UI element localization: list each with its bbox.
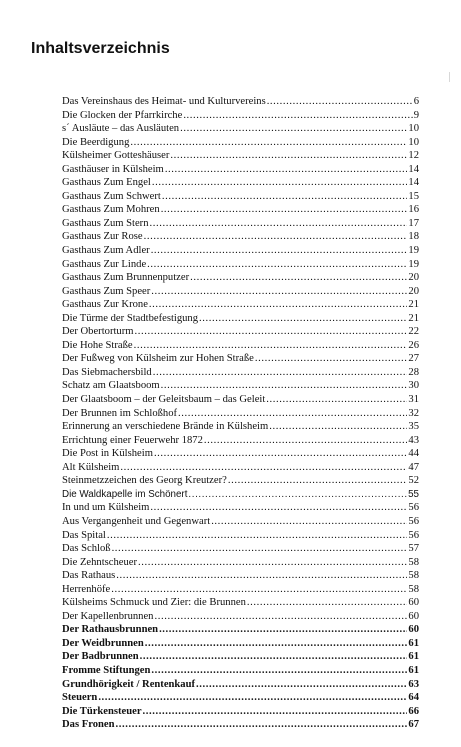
dot-leader: [153, 366, 408, 380]
dot-leader: [162, 190, 408, 204]
toc-entry-title: s´ Ausläute – das Ausläuten: [62, 123, 180, 135]
toc-entry-title: Die Post in Külsheim: [62, 448, 153, 460]
dot-leader: [151, 244, 408, 258]
toc-entry-title: Gasthaus Zum Stern: [62, 217, 149, 229]
dot-leader: [140, 650, 408, 664]
dot-leader: [151, 285, 407, 299]
toc-entry-title: Gasthaus Zur Krone: [62, 299, 148, 311]
toc-entry-title: Die Zehntscheuer: [62, 556, 138, 568]
dot-leader: [144, 230, 408, 244]
toc-entry-title: Das Rathaus: [62, 570, 116, 582]
toc-entry: [62, 136, 419, 150]
toc-entry-title: Steinmetzzeichen des Georg Kreutzer?: [62, 475, 227, 487]
toc-page-number: 26: [408, 339, 419, 351]
toc-page-number: 17: [408, 217, 419, 229]
toc-entry: [62, 339, 419, 353]
toc-page-number: 35: [408, 421, 419, 433]
toc-entry-title: Steuern: [62, 692, 98, 704]
toc-entry-title: Gasthaus Zum Adler: [62, 245, 150, 257]
dot-leader: [154, 447, 407, 461]
toc-page-number: 43: [408, 434, 419, 446]
toc-page-number: 63: [408, 678, 419, 690]
dot-leader: [204, 434, 408, 448]
toc-page-number: 44: [408, 448, 419, 460]
toc-page-number: 56: [408, 502, 419, 514]
toc-entry: [62, 258, 419, 272]
toc-entry: [62, 637, 419, 651]
toc-entry-title: Gasthaus Zum Engel: [62, 177, 151, 189]
toc-entry-title: Errichtung einer Feuerwehr 1872: [62, 434, 203, 446]
dot-leader: [266, 393, 407, 407]
toc-page-number: 61: [408, 637, 419, 649]
toc-page-number: 57: [408, 543, 419, 555]
toc-entry-title: Gasthaus Zum Mohren: [62, 204, 160, 216]
toc-page-number: 31: [408, 394, 419, 406]
toc-entry-title: Erinnerung an verschiedene Brände in Külsheim: [62, 421, 269, 433]
toc-entry-title: Der Brunnen im Schloßhof: [62, 407, 178, 419]
toc-entry-title: Die Waldkapelle im Schönert: [62, 488, 188, 500]
toc-entry: [62, 230, 419, 244]
toc-entry: [62, 298, 419, 312]
dot-leader: [165, 163, 408, 177]
toc-entry: [62, 122, 419, 136]
toc-entry: [62, 529, 419, 543]
toc-entry-title: In und um Külsheim: [62, 502, 150, 514]
toc-page-number: 6: [413, 96, 419, 107]
toc-page-number: 66: [408, 705, 419, 717]
toc-page-number: 19: [408, 245, 419, 257]
dot-leader: [130, 136, 407, 150]
toc-entry: [62, 664, 419, 678]
dot-leader: [98, 691, 407, 705]
dot-leader: [178, 407, 407, 421]
toc-page-number: 60: [408, 610, 419, 622]
toc-page-number: 61: [408, 664, 419, 676]
dot-leader: [116, 569, 407, 583]
dot-leader: [267, 95, 413, 109]
toc-entry-title: Das Schloß: [62, 543, 111, 555]
toc-page-number: 56: [408, 515, 419, 527]
toc-entry: [62, 95, 419, 109]
toc-entry-title: Fromme Stiftungen: [62, 664, 151, 676]
dot-leader: [188, 488, 407, 502]
dot-leader: [199, 312, 407, 326]
toc-entry-title: Der Weidbrunnen: [62, 637, 144, 649]
dot-leader: [112, 542, 408, 556]
toc-entry: [62, 556, 419, 570]
toc-entry-title: Gasthaus Zum Speer: [62, 285, 151, 297]
dot-leader: [111, 583, 407, 597]
toc-entry: [62, 366, 419, 380]
toc-entry: [62, 420, 419, 434]
toc-entry: [62, 163, 419, 177]
table-of-contents: [62, 95, 419, 732]
toc-entry-title: Gasthaus Zur Rose: [62, 231, 143, 243]
toc-page-number: 15: [408, 190, 419, 202]
dot-leader: [115, 718, 407, 732]
toc-page-number: 30: [408, 380, 419, 392]
toc-page-number: 10: [408, 136, 419, 148]
toc-page-number: 60: [408, 597, 419, 609]
toc-page-number: 55: [408, 488, 419, 500]
page-title: Inhaltsverzeichnis: [31, 40, 170, 57]
dot-leader: [161, 203, 408, 217]
toc-entry-title: Gasthaus Zur Linde: [62, 258, 147, 270]
toc-page-number: 18: [408, 231, 419, 243]
toc-page-number: 67: [408, 719, 419, 731]
toc-entry: [62, 312, 419, 326]
toc-entry-title: Das Siebmachersbild: [62, 366, 152, 378]
toc-entry-title: Der Rathausbrunnen: [62, 624, 159, 636]
toc-page-number: 21: [408, 312, 419, 324]
toc-entry: [62, 678, 419, 692]
toc-page-number: 19: [408, 258, 419, 270]
dot-leader: [247, 596, 408, 610]
toc-entry: [62, 393, 419, 407]
toc-entry: [62, 244, 419, 258]
dot-leader: [147, 258, 407, 272]
toc-entry: [62, 217, 419, 231]
toc-page-number: 9: [413, 109, 419, 121]
toc-entry-title: Gasthaus Zum Brunnenputzer: [62, 272, 190, 284]
toc-entry: [62, 691, 419, 705]
toc-page-number: 58: [408, 570, 419, 582]
toc-page-number: 58: [408, 583, 419, 595]
toc-entry-title: Die Beerdigung: [62, 136, 130, 148]
toc-entry-title: Das Vereinshaus des Heimat- und Kulturvereins: [62, 96, 266, 107]
dot-leader: [134, 325, 407, 339]
dot-leader: [180, 122, 407, 136]
dot-leader: [150, 501, 407, 515]
dot-leader: [183, 109, 412, 123]
toc-entry-title: Die Türkensteuer: [62, 705, 142, 717]
dot-leader: [154, 610, 407, 624]
dot-leader: [145, 637, 408, 651]
toc-entry-title: Gasthaus Zum Schwert: [62, 190, 161, 202]
toc-entry: [62, 461, 419, 475]
toc-entry: [62, 501, 419, 515]
toc-entry: [62, 149, 419, 163]
toc-entry-title: Der Glaatsboom – der Geleitsbaum – das Geleit: [62, 394, 266, 406]
dot-leader: [255, 352, 408, 366]
toc-page-number: 28: [408, 366, 419, 378]
toc-entry: [62, 610, 419, 624]
toc-page-number: 12: [408, 150, 419, 162]
toc-entry-title: Die Hohe Straße: [62, 339, 133, 351]
toc-entry: [62, 325, 419, 339]
toc-entry: [62, 109, 419, 123]
toc-entry: [62, 488, 419, 502]
dot-leader: [170, 149, 407, 163]
toc-page-number: 61: [408, 651, 419, 663]
dot-leader: [138, 556, 407, 570]
toc-entry: [62, 569, 419, 583]
toc-entry: [62, 379, 419, 393]
dot-leader: [150, 217, 408, 231]
toc-entry-title: Das Spital: [62, 529, 106, 541]
toc-entry-title: Aus Vergangenheit und Gegenwart: [62, 515, 211, 527]
toc-entry-title: Gasthäuser in Külsheim: [62, 163, 164, 175]
toc-entry: [62, 542, 419, 556]
toc-entry-title: Schatz am Glaatsboom: [62, 380, 160, 392]
toc-entry: [62, 447, 419, 461]
dot-leader: [269, 420, 407, 434]
toc-page-number: 20: [408, 285, 419, 297]
dot-leader: [143, 705, 408, 719]
dot-leader: [228, 474, 408, 488]
toc-page-number: 27: [408, 353, 419, 365]
toc-entry: [62, 190, 419, 204]
toc-entry-title: Der Obertorturm: [62, 326, 134, 338]
toc-entry: [62, 718, 419, 732]
toc-entry-title: Der Fußweg von Külsheim zur Hohen Straße: [62, 353, 254, 365]
toc-entry: [62, 596, 419, 610]
dot-leader: [107, 529, 408, 543]
toc-entry: [62, 352, 419, 366]
toc-page-number: 22: [408, 326, 419, 338]
toc-entry: [62, 515, 419, 529]
toc-page-number: 60: [408, 624, 419, 636]
toc-page-number: 32: [408, 407, 419, 419]
toc-page-number: 56: [408, 529, 419, 541]
toc-page-number: 64: [408, 692, 419, 704]
toc-page-number: 16: [408, 204, 419, 216]
toc-entry-title: Alt Külsheim: [62, 461, 120, 473]
toc-page-number: 14: [408, 163, 419, 175]
toc-entry: [62, 474, 419, 488]
toc-entry: [62, 623, 419, 637]
dot-leader: [151, 664, 407, 678]
toc-entry: [62, 271, 419, 285]
toc-entry: [62, 583, 419, 597]
dot-leader: [152, 176, 408, 190]
toc-entry: [62, 285, 419, 299]
dot-leader: [134, 339, 408, 353]
toc-page-number: 20: [408, 272, 419, 284]
toc-entry: [62, 434, 419, 448]
toc-entry-title: Külsheims Schmuck und Zier: die Brunnen: [62, 597, 246, 609]
dot-leader: [120, 461, 407, 475]
dot-leader: [190, 271, 407, 285]
dot-leader: [161, 379, 408, 393]
toc-entry: [62, 176, 419, 190]
toc-page-number: 58: [408, 556, 419, 568]
toc-entry: [62, 203, 419, 217]
toc-entry-title: Die Glocken der Pfarrkirche: [62, 109, 183, 121]
toc-entry: [62, 705, 419, 719]
toc-entry-title: Der Kapellenbrunnen: [62, 610, 154, 622]
toc-entry-title: Der Badbrunnen: [62, 651, 139, 663]
dot-leader: [196, 678, 407, 692]
dot-leader: [149, 298, 408, 312]
toc-entry-title: Herrenhöfe: [62, 583, 111, 595]
toc-page-number: 52: [408, 475, 419, 487]
toc-page-number: 21: [408, 299, 419, 311]
toc-entry: [62, 407, 419, 421]
dot-leader: [159, 623, 407, 637]
toc-page-number: 10: [408, 123, 419, 135]
toc-entry-title: Die Türme der Stadtbefestigung: [62, 312, 199, 324]
toc-entry-title: Külsheimer Gotteshäuser: [62, 150, 170, 162]
dot-leader: [211, 515, 407, 529]
toc-entry-title: Das Fronen: [62, 719, 115, 731]
scan-edge-mark: [449, 72, 450, 82]
toc-page-number: 47: [408, 461, 419, 473]
toc-page-number: 14: [408, 177, 419, 189]
toc-entry-title: Grundhörigkeit / Rentenkauf: [62, 678, 196, 690]
toc-entry: [62, 650, 419, 664]
